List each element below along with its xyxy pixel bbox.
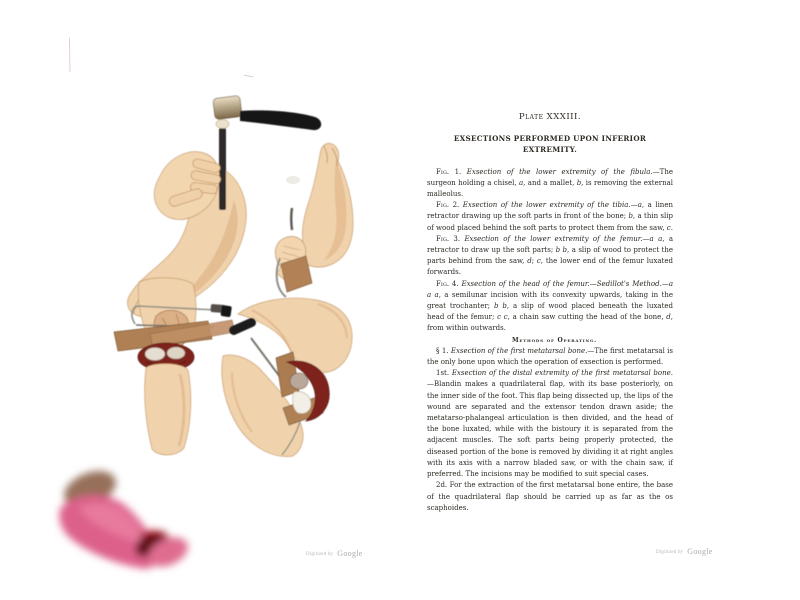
fig4-illustration-hip-chain-saw xyxy=(222,298,352,456)
page-fold-line xyxy=(70,38,71,72)
plate-title: Plate XXXIII. xyxy=(518,112,582,122)
methods-heading: Methods of Operating. xyxy=(511,336,598,344)
text-page xyxy=(427,112,673,514)
scanner-finger-artifact xyxy=(59,464,192,572)
fig2-illustration-tibia-retractor xyxy=(275,143,353,297)
watermark-prefix: Digitized by xyxy=(306,552,334,557)
plate-heading: EXSECTIONS PERFORMED UPON INFERIOR EXTREMITY. xyxy=(453,134,647,155)
watermark-prefix: Digitized by xyxy=(656,550,684,555)
google-logo-text: Google xyxy=(687,547,713,556)
digitized-by-google-watermark-left xyxy=(306,543,363,561)
figure-caption-4: Fig. 4. Exsection of the head of the femur.—Sedillot's Method.—a a a, a semilunar incision with its convexity upwards, taking in the great trochanter; b b, a slip of wood placed beneath the luxated head of the femur; c c, a chain saw cutting the head of the bone, d, from within outwards. xyxy=(427,279,674,333)
figure-caption-2: Fig. 2. Exsection of the lower extremity of the tibia.—a, a linen retractor drawing up the soft parts in front of the bone; b, a thin slip of wood placed behind the soft parts to protect them from the saw, c. xyxy=(427,201,673,232)
body-paragraph-3: 2d. For the extraction of the first metatarsal bone entire, the base of the quadrilateral flap should be carried up as far as the os scaphoides. xyxy=(427,481,673,512)
plate-smudge xyxy=(286,176,300,184)
body-paragraph-2: 1st. Exsection of the distal extremity of the first metatarsal bone.—Blandin makes a quadrilateral flap, with its base posteriorly, on the inner side of the foot. This flap being dissected up, the lips of the wound are separated and the extensor tendon drawn aside; the metatarso-phalangeal articulation is then divided, and the head of the bone luxated, while with the bistoury it is separated from the adjacent muscles. The soft parts being properly protected, the diseased portion of the bone is removed by dividing it at right angles with its axis with a narrow bladed saw, or with the chain saw, if preferred. The incisions may be modified to suit special cases. xyxy=(427,369,673,479)
google-logo-text: Google xyxy=(337,549,363,558)
figure-caption-1: Fig. 1. Exsection of the lower extremity of the fibula.—The surgeon holding a chisel, a, and a mallet, b, is removing the external malleolus. xyxy=(427,167,674,199)
figure-caption-3: Fig. 3. Exsection of the lower extremity of the femur.—a a, a retractor to draw up the soft parts; b b, a slip of wood to protect the parts behind from the saw, d; c, the lower end of the femur luxated forwards. xyxy=(427,234,674,277)
body-paragraph-1: § 1. Exsection of the first metatarsal bone.—The first metatarsal is the only bone upon which the operation of exsection is performed. xyxy=(427,346,673,367)
digitized-by-google-watermark-right xyxy=(656,541,713,559)
plate-stray-dash xyxy=(244,75,253,77)
